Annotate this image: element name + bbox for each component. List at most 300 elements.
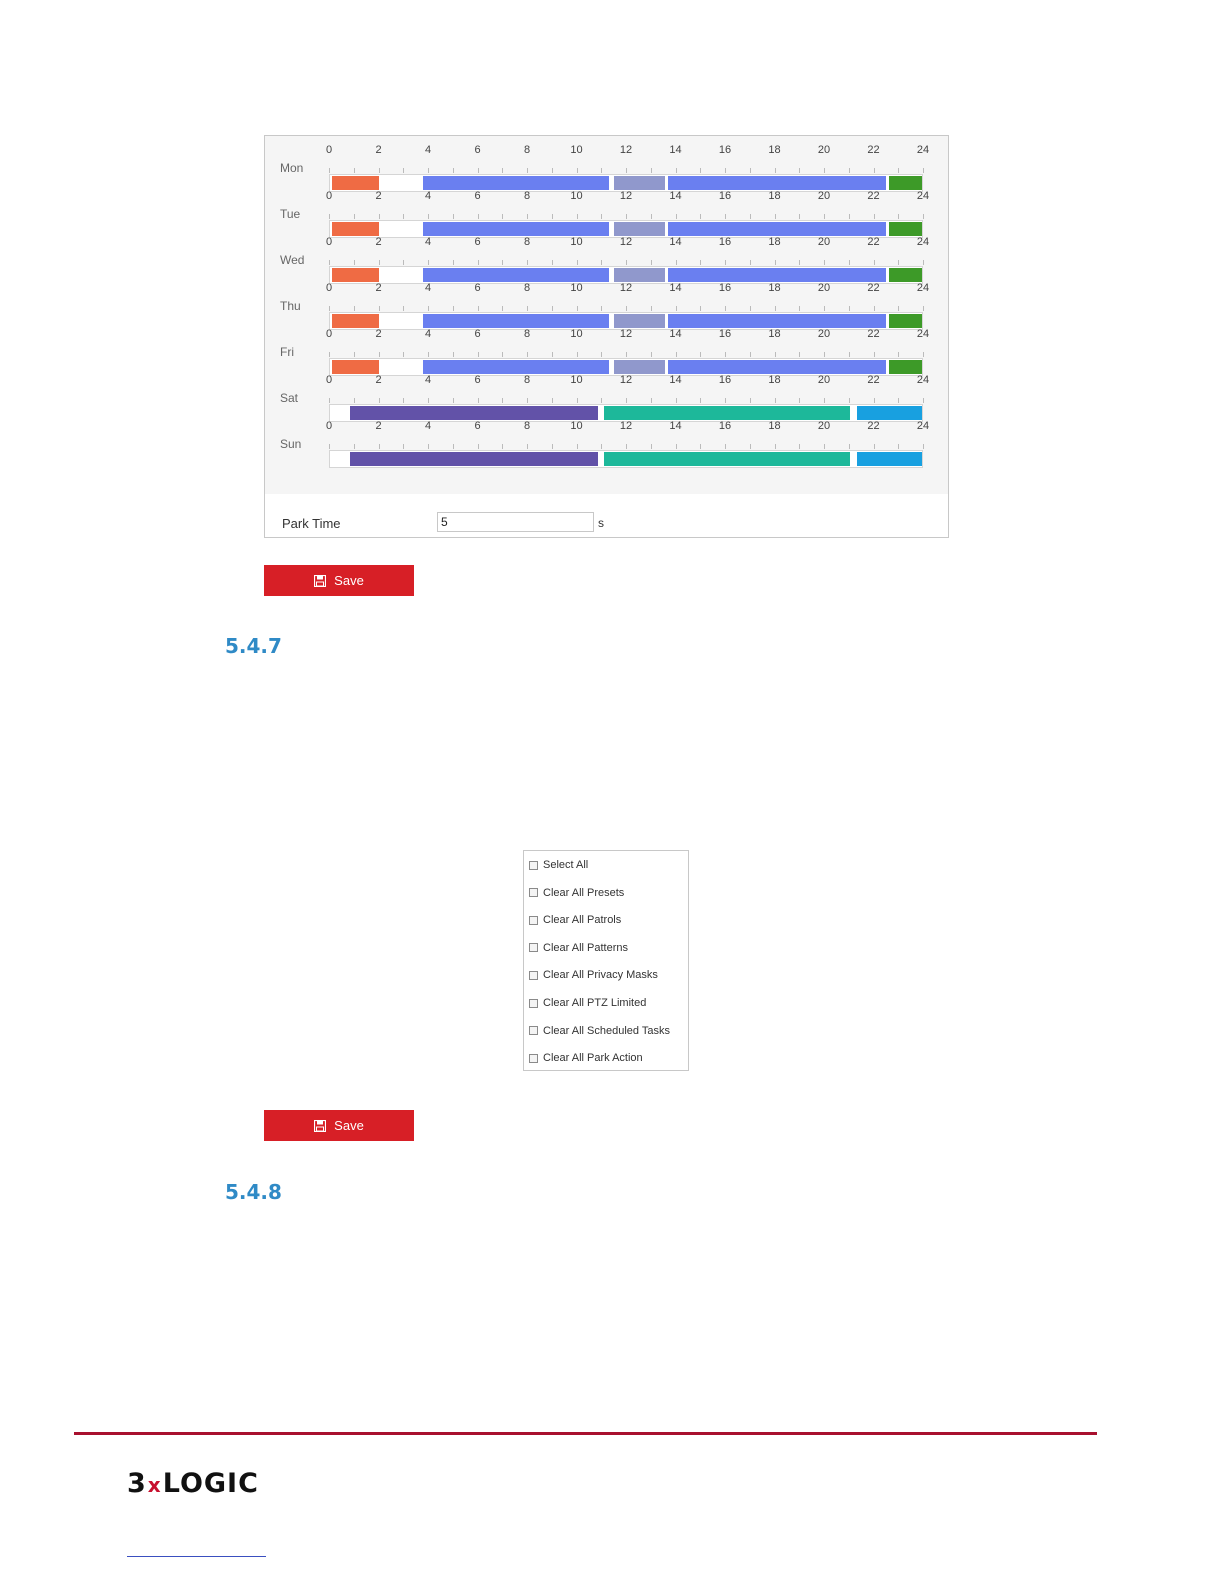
weekly-schedule-grid: [265, 136, 948, 494]
hour-tick-label: 16: [718, 190, 732, 202]
hour-tick-mark: [651, 306, 652, 311]
hour-tick-mark: [601, 260, 602, 265]
hour-tick-mark: [849, 352, 850, 357]
hour-tick-label: 24: [916, 420, 930, 432]
hour-tick-mark: [700, 352, 701, 357]
hour-tick-label: 16: [718, 282, 732, 294]
hour-tick-mark: [824, 260, 825, 265]
checkbox[interactable]: [529, 861, 538, 870]
hour-tick-label: 4: [424, 328, 432, 340]
hour-tick-label: 18: [768, 144, 781, 156]
hour-tick-mark: [527, 352, 528, 357]
hour-tick-mark: [775, 444, 776, 449]
hour-tick-mark: [775, 352, 776, 357]
hour-tick-mark: [700, 168, 701, 173]
hour-tick-label: 14: [669, 236, 682, 248]
checkbox-label: Clear All Scheduled Tasks: [543, 1024, 670, 1037]
hour-tick-label: 6: [474, 190, 481, 202]
hour-tick-mark: [354, 306, 355, 311]
hour-tick-mark: [923, 214, 924, 219]
hour-tick-mark: [552, 306, 553, 311]
clear-option-item[interactable]: [529, 859, 588, 871]
hour-tick-mark: [849, 444, 850, 449]
hour-tick-mark: [502, 214, 503, 219]
hour-tick-mark: [700, 260, 701, 265]
hour-tick-label: 4: [424, 374, 432, 386]
hour-tick-label: 14: [669, 144, 682, 156]
hour-tick-mark: [676, 398, 677, 403]
hour-tick-mark: [626, 444, 627, 449]
hour-tick-mark: [874, 444, 875, 449]
hour-tick-mark: [775, 214, 776, 219]
hour-tick-mark: [923, 260, 924, 265]
hour-tick-label: 4: [424, 282, 432, 294]
hour-tick-label: 24: [916, 144, 930, 156]
hour-tick-mark: [403, 214, 404, 219]
day-label: Mon: [280, 161, 304, 175]
hour-tick-mark: [601, 398, 602, 403]
hour-tick-mark: [354, 260, 355, 265]
hour-tick-mark: [403, 260, 404, 265]
logo-text-logic: LOGIC: [162, 1468, 259, 1499]
hour-tick-mark: [775, 168, 776, 173]
hour-tick-mark: [824, 168, 825, 173]
hour-tick-mark: [403, 444, 404, 449]
hour-tick-mark: [923, 398, 924, 403]
hour-tick-mark: [478, 444, 479, 449]
day-label: Sun: [280, 437, 302, 451]
hour-tick-mark: [874, 352, 875, 357]
hour-tick-label: 12: [619, 420, 633, 432]
hour-tick-mark: [874, 168, 875, 173]
floppy-disk-icon: [314, 1120, 326, 1132]
hour-tick-mark: [478, 352, 479, 357]
hour-tick-mark: [750, 352, 751, 357]
hour-tick-mark: [354, 398, 355, 403]
hour-tick-mark: [329, 352, 330, 357]
hour-tick-label: 20: [817, 328, 831, 340]
time-track-sun[interactable]: [329, 450, 923, 468]
hour-tick-label: 10: [570, 374, 583, 386]
hour-tick-mark: [775, 398, 776, 403]
schedule-row-tue: [265, 182, 948, 228]
hour-tick-mark: [428, 260, 429, 265]
hour-tick-label: 22: [867, 374, 880, 386]
hour-tick-label: 24: [916, 190, 930, 202]
hour-tick-mark: [799, 352, 800, 357]
hour-tick-label: 2: [375, 328, 382, 340]
hour-tick-mark: [527, 260, 528, 265]
hour-tick-mark: [700, 214, 701, 219]
hour-tick-mark: [428, 444, 429, 449]
checkbox[interactable]: [529, 888, 538, 897]
hour-tick-label: 0: [325, 282, 333, 294]
hour-tick-mark: [428, 398, 429, 403]
hour-tick-mark: [577, 444, 578, 449]
hour-tick-label: 16: [718, 328, 732, 340]
hour-tick-label: 12: [619, 374, 633, 386]
hour-tick-mark: [354, 214, 355, 219]
hour-tick-mark: [626, 214, 627, 219]
schedule-row-wed: [265, 228, 948, 274]
schedule-row-sat: [265, 366, 948, 412]
hour-tick-mark: [775, 260, 776, 265]
hour-tick-label: 2: [375, 420, 382, 432]
hour-tick-mark: [527, 398, 528, 403]
checkbox-label: Clear All Park Action: [543, 1052, 643, 1065]
clear-config-panel: [523, 850, 689, 1071]
hour-tick-mark: [502, 352, 503, 357]
checkbox-label: Clear All Patterns: [543, 941, 628, 954]
hour-tick-mark: [329, 214, 330, 219]
clear-option-item[interactable]: [529, 914, 621, 926]
hour-tick-mark: [849, 306, 850, 311]
hour-tick-mark: [898, 306, 899, 311]
hour-tick-label: 0: [325, 328, 333, 340]
hour-tick-mark: [478, 214, 479, 219]
schedule-segment[interactable]: [857, 452, 922, 466]
hour-tick-mark: [403, 168, 404, 173]
hour-tick-label: 12: [619, 328, 633, 340]
clear-option-item[interactable]: [529, 969, 658, 981]
hour-tick-label: 0: [325, 374, 333, 386]
hour-tick-mark: [577, 168, 578, 173]
hour-tick-mark: [403, 352, 404, 357]
hour-tick-label: 0: [325, 190, 333, 202]
hour-tick-label: 8: [523, 420, 531, 432]
park-time-label: Park Time: [282, 516, 341, 531]
hour-tick-mark: [354, 168, 355, 173]
hour-tick-mark: [502, 444, 503, 449]
hour-tick-mark: [453, 444, 454, 449]
hour-tick-mark: [379, 398, 380, 403]
hour-tick-mark: [329, 398, 330, 403]
hour-tick-mark: [676, 260, 677, 265]
hour-tick-mark: [775, 306, 776, 311]
park-action-schedule-panel: [264, 135, 949, 538]
hour-tick-label: 22: [867, 190, 880, 202]
hour-tick-label: 20: [817, 282, 831, 294]
hour-tick-mark: [527, 306, 528, 311]
hour-tick-mark: [700, 398, 701, 403]
hour-tick-mark: [750, 214, 751, 219]
hour-tick-label: 20: [817, 190, 831, 202]
hour-tick-mark: [725, 260, 726, 265]
clear-option-item[interactable]: [529, 942, 628, 954]
hour-tick-mark: [799, 306, 800, 311]
hour-tick-mark: [824, 352, 825, 357]
hour-tick-label: 2: [375, 374, 382, 386]
footer-divider: [74, 1432, 1097, 1435]
hour-tick-mark: [849, 214, 850, 219]
hour-tick-label: 6: [474, 144, 481, 156]
hour-tick-mark: [725, 214, 726, 219]
schedule-segment[interactable]: [350, 452, 598, 466]
day-label: Sat: [280, 391, 299, 405]
schedule-row-fri: [265, 320, 948, 366]
checkbox-label: Clear All PTZ Limited: [543, 997, 647, 1009]
hour-tick-label: 20: [817, 420, 831, 432]
checkbox[interactable]: [529, 1054, 538, 1063]
hour-tick-mark: [502, 168, 503, 173]
hour-tick-mark: [824, 214, 825, 219]
hour-tick-mark: [428, 214, 429, 219]
hour-tick-mark: [428, 306, 429, 311]
hour-tick-mark: [898, 352, 899, 357]
hour-tick-mark: [478, 168, 479, 173]
hour-tick-label: 4: [424, 236, 432, 248]
hour-tick-label: 6: [474, 236, 481, 248]
save-button-2[interactable]: [264, 1110, 414, 1141]
hour-tick-label: 16: [718, 374, 732, 386]
hour-tick-mark: [379, 260, 380, 265]
hour-tick-mark: [676, 352, 677, 357]
hour-tick-mark: [725, 398, 726, 403]
hour-tick-mark: [379, 444, 380, 449]
hour-tick-label: 18: [768, 282, 781, 294]
hour-tick-mark: [799, 398, 800, 403]
hour-tick-mark: [601, 444, 602, 449]
hour-tick-mark: [527, 214, 528, 219]
hour-tick-mark: [502, 398, 503, 403]
hour-tick-mark: [379, 168, 380, 173]
hour-tick-mark: [750, 260, 751, 265]
hour-tick-mark: [874, 214, 875, 219]
hour-tick-mark: [354, 444, 355, 449]
day-label: Thu: [280, 299, 301, 313]
logo-text-x: x: [147, 1473, 162, 1497]
hour-tick-mark: [651, 398, 652, 403]
checkbox-label: Clear All Privacy Masks: [543, 969, 658, 982]
hour-tick-label: 8: [523, 328, 531, 340]
hour-tick-label: 18: [768, 420, 781, 432]
footer-link-underline[interactable]: [127, 1556, 266, 1557]
clear-option-item[interactable]: [529, 1052, 643, 1064]
hour-tick-label: 14: [669, 190, 682, 202]
hour-tick-mark: [527, 168, 528, 173]
hour-tick-label: 18: [768, 236, 781, 248]
hour-tick-mark: [552, 168, 553, 173]
hour-tick-mark: [651, 444, 652, 449]
hour-tick-mark: [329, 444, 330, 449]
hour-tick-label: 24: [916, 374, 930, 386]
hour-tick-mark: [453, 306, 454, 311]
clear-option-item[interactable]: [529, 1025, 670, 1037]
section-number-5-4-8: 5.4.8: [225, 1180, 282, 1204]
hour-tick-label: 10: [570, 190, 583, 202]
hour-tick-mark: [478, 398, 479, 403]
hour-tick-mark: [799, 168, 800, 173]
hour-tick-label: 6: [474, 282, 481, 294]
day-label: Tue: [280, 207, 301, 221]
hour-tick-label: 8: [523, 190, 531, 202]
hour-tick-label: 4: [424, 144, 432, 156]
hour-tick-mark: [676, 444, 677, 449]
section-number-5-4-7: 5.4.7: [225, 634, 282, 658]
hour-tick-label: 0: [325, 420, 333, 432]
hour-tick-mark: [898, 398, 899, 403]
hour-tick-mark: [453, 260, 454, 265]
hour-tick-mark: [651, 214, 652, 219]
hour-tick-mark: [676, 306, 677, 311]
hour-tick-mark: [453, 352, 454, 357]
hour-tick-mark: [577, 398, 578, 403]
hour-tick-mark: [676, 214, 677, 219]
hour-tick-mark: [329, 168, 330, 173]
hour-tick-mark: [824, 306, 825, 311]
hour-tick-mark: [552, 260, 553, 265]
hour-tick-mark: [577, 214, 578, 219]
hour-tick-mark: [626, 168, 627, 173]
hour-tick-label: 0: [325, 236, 333, 248]
hour-tick-mark: [750, 398, 751, 403]
hour-tick-label: 12: [619, 236, 633, 248]
hour-tick-mark: [725, 306, 726, 311]
hour-tick-mark: [849, 398, 850, 403]
hour-tick-mark: [577, 260, 578, 265]
hour-tick-mark: [874, 306, 875, 311]
hour-tick-mark: [923, 306, 924, 311]
hour-tick-label: 22: [867, 420, 880, 432]
checkbox[interactable]: [529, 1026, 538, 1035]
hour-tick-mark: [874, 398, 875, 403]
hour-tick-mark: [923, 352, 924, 357]
schedule-row-sun: [265, 412, 948, 458]
hour-tick-mark: [700, 306, 701, 311]
hour-tick-label: 10: [570, 144, 583, 156]
floppy-disk-icon: [314, 575, 326, 587]
save-button-label: Save: [334, 1118, 364, 1133]
hour-tick-label: 18: [768, 190, 781, 202]
hour-tick-mark: [700, 444, 701, 449]
hour-tick-mark: [577, 352, 578, 357]
hour-tick-label: 10: [570, 282, 583, 294]
hour-tick-label: 4: [424, 420, 432, 432]
hour-tick-mark: [923, 444, 924, 449]
hour-tick-mark: [898, 214, 899, 219]
hour-tick-mark: [478, 260, 479, 265]
hour-tick-mark: [552, 398, 553, 403]
checkbox[interactable]: [529, 999, 538, 1008]
hour-tick-label: 12: [619, 282, 633, 294]
hour-tick-mark: [898, 168, 899, 173]
hour-tick-label: 12: [619, 190, 633, 202]
checkbox[interactable]: [529, 971, 538, 980]
hour-tick-label: 16: [718, 236, 732, 248]
hour-tick-mark: [898, 260, 899, 265]
hour-tick-mark: [824, 444, 825, 449]
hour-tick-label: 18: [768, 374, 781, 386]
hour-tick-label: 4: [424, 190, 432, 202]
hour-tick-mark: [750, 168, 751, 173]
hour-tick-mark: [577, 306, 578, 311]
day-label: Wed: [280, 253, 305, 267]
hour-tick-mark: [502, 260, 503, 265]
checkbox[interactable]: [529, 916, 538, 925]
hour-tick-mark: [799, 214, 800, 219]
company-logo: [127, 1468, 259, 1500]
hour-tick-mark: [453, 168, 454, 173]
hour-tick-label: 6: [474, 374, 481, 386]
hour-tick-label: 14: [669, 420, 682, 432]
save-button[interactable]: [264, 565, 414, 596]
hour-tick-mark: [874, 260, 875, 265]
hour-tick-mark: [379, 306, 380, 311]
hour-tick-mark: [651, 168, 652, 173]
schedule-row-mon: [265, 136, 948, 182]
hour-tick-mark: [676, 168, 677, 173]
hour-tick-mark: [750, 306, 751, 311]
park-time-input[interactable]: [437, 512, 594, 532]
hour-tick-mark: [601, 214, 602, 219]
hour-tick-label: 6: [474, 328, 481, 340]
hour-tick-label: 2: [375, 282, 382, 294]
hour-tick-mark: [626, 352, 627, 357]
hour-tick-mark: [527, 444, 528, 449]
hour-tick-label: 2: [375, 190, 382, 202]
hour-tick-label: 6: [474, 420, 481, 432]
hour-tick-mark: [750, 444, 751, 449]
checkbox[interactable]: [529, 943, 538, 952]
hour-tick-label: 14: [669, 374, 682, 386]
hour-tick-label: 22: [867, 328, 880, 340]
hour-tick-mark: [651, 352, 652, 357]
save-button-label: Save: [334, 573, 364, 588]
hour-tick-mark: [403, 306, 404, 311]
hour-tick-mark: [453, 214, 454, 219]
park-time-unit: s: [598, 516, 604, 530]
hour-tick-label: 10: [570, 328, 583, 340]
hour-tick-mark: [379, 352, 380, 357]
hour-tick-mark: [923, 168, 924, 173]
checkbox-label: Select All: [543, 859, 589, 871]
hour-tick-label: 18: [768, 328, 781, 340]
hour-tick-label: 14: [669, 328, 682, 340]
hour-tick-mark: [849, 260, 850, 265]
hour-tick-label: 20: [817, 374, 831, 386]
hour-tick-label: 16: [718, 420, 732, 432]
schedule-row-thu: [265, 274, 948, 320]
hour-tick-mark: [552, 444, 553, 449]
schedule-segment[interactable]: [604, 452, 851, 466]
hour-tick-mark: [725, 352, 726, 357]
hour-tick-mark: [725, 444, 726, 449]
hour-tick-label: 8: [523, 236, 531, 248]
hour-tick-mark: [651, 260, 652, 265]
hour-tick-mark: [354, 352, 355, 357]
hour-tick-mark: [428, 352, 429, 357]
hour-tick-mark: [428, 168, 429, 173]
hour-tick-mark: [626, 306, 627, 311]
logo-text-3: 3: [127, 1468, 147, 1499]
day-label: Fri: [280, 345, 294, 359]
hour-tick-label: 16: [718, 144, 732, 156]
clear-option-item[interactable]: [529, 887, 624, 899]
hour-tick-label: 8: [523, 374, 531, 386]
hour-tick-mark: [849, 168, 850, 173]
hour-tick-mark: [329, 306, 330, 311]
hour-tick-mark: [502, 306, 503, 311]
hour-tick-mark: [799, 444, 800, 449]
hour-tick-mark: [453, 398, 454, 403]
hour-tick-label: 8: [523, 144, 531, 156]
hour-tick-mark: [824, 398, 825, 403]
hour-tick-label: 20: [817, 144, 831, 156]
clear-option-item[interactable]: [529, 997, 646, 1009]
hour-tick-mark: [601, 352, 602, 357]
hour-tick-label: 22: [867, 236, 880, 248]
hour-tick-label: 22: [867, 282, 880, 294]
